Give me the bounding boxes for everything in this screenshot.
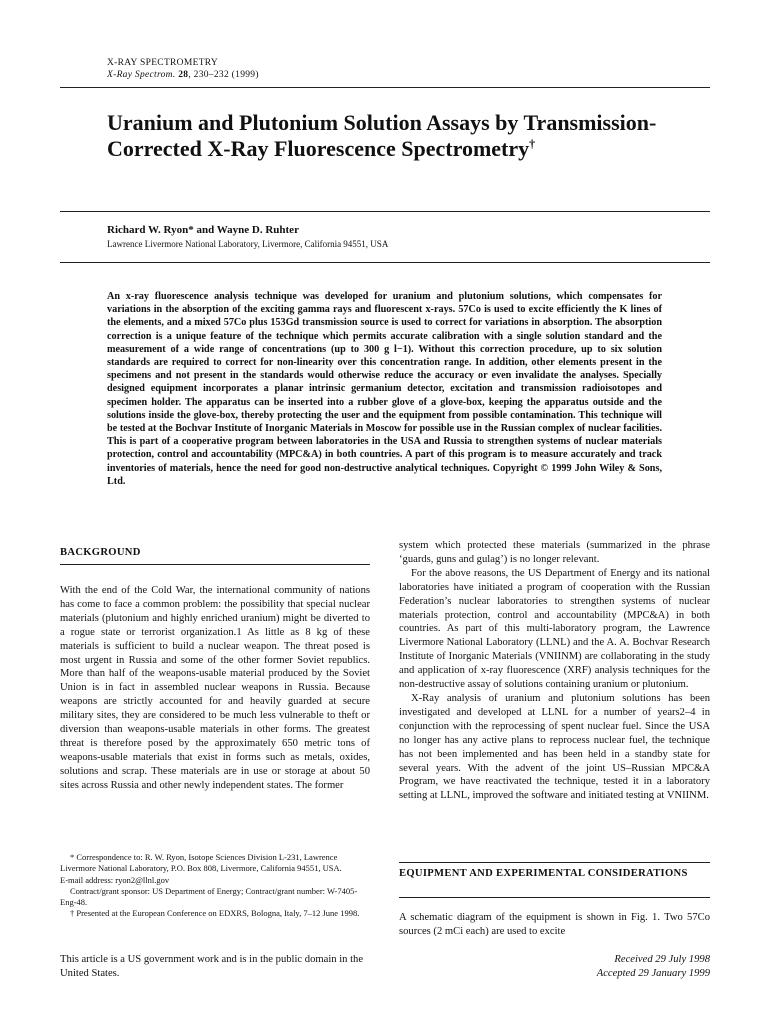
equipment-rule-top [399,862,710,863]
section-heading-equipment: EQUIPMENT AND EXPERIMENTAL CONSIDERATIONS [399,868,688,879]
public-domain-notice: This article is a US government work and is in the public domain in the United States. [60,954,364,979]
background-paragraph-continued: system which protected these materials (summarized in the phrase ‘guards, guns and gulag’) is no longer relevant. [399,540,710,565]
background-paragraph-1: With the end of the Cold War, the international community of nations has come to face a common problem: the possibility that special nuclear materials (plutonium and highly enriched uranium) might be diverted to a rogue state or terrorist organization.1 As little as 8 kg of these materials is sufficient to build a nuclear weapon. The threat posed is most urgent in Russia and some of the other former Soviet republics. More than half of the weapons-usable material produced by the Soviet Union is in fact in assembled nuclear weapons in Russia. Because weapons are strictly accounted for and heavily guarded at secure military sites, they are considered to be much less vulnerable to theft or diversion than weapons-usable materials in other forms. The greatest threat is therefore posed by the approximately 650 metric tons of weapons-usable materials that exist in forms such as metals, oxides, solutions and scrap. These materials are in use or storage at about 50 sites across Russia and other newly independent states. The former [60,585,370,791]
equipment-paragraph-1: A schematic diagram of the equipment is shown in Fig. 1. Two 57Co sources (2 mCi each) are used to excite [399,912,710,937]
journal-citation: X-Ray Spectrom. 28, 230–232 (1999) [107,70,259,80]
journal-header [107,57,259,81]
equipment-rule-bottom [399,897,710,898]
footnote-contract: Contract/grant sponsor: US Department of Energy; Contract/grant number: W-7405-Eng-48. [60,885,358,908]
footnotes [60,852,370,920]
authors-rule [60,262,710,263]
equipment-text [399,911,710,939]
abstract: An x-ray fluorescence analysis technique was developed for uranium and plutonium solutions, which compensates for variations in the absorption of the exciting gamma rays and fluorescent x-rays. 57Co is used to excite efficiently the K lines of the elements, and a mixed 57Co plus 153Gd transmission source is used to correct for variations in absorption. The absorption correction is a unique feature of the technique which permits accurate calibration with a single solution standard and the measurement of a wide range of concentrations (up to 300 g l−1). Without this correction procedure, up to six solution standards are required to correct for non-linearity over this concentration range. In addition, other elements present in the specimens and not present in the standards would otherwise reduce the accuracy or even invalidate the analyses. Specially designed equipment incorporates a planar intrinsic germanium detector, excitation and transmission radioisotopes and specimen holder. The apparatus can be inserted into a rubber glove of a glove-box, keeping the apparatus outside and the solutions inside the glove-box, thereby protecting the user and the equipment from possible contamination. This technique will be tested at the Bochvar Institute of Inorganic Materials in Moscow for possible use in the Russian complex of nuclear facilities. This is part of a cooperative program between laboratories in the USA and Russia to strengthen systems of nuclear materials protection, control and accountability (MPC&A) in both countries. A part of this program is to measure accurately and track inventories of materials, hence the need for good non-destructive analytical techniques. Copyright © 1999 John Wiley & Sons, Ltd. [107,291,662,487]
journal-citation-rest: 28, 230–232 (1999) [178,70,259,80]
title-dagger: † [529,136,536,151]
background-rule [60,564,370,565]
background-paragraph-3: X-Ray analysis of uranium and plutonium solutions has been investigated and developed at LLNL for a number of years2–4 in conjunction with the reprocessing of spent nuclear fuel. Since the USA no longer has any active plans to reprocess nuclear fuel, the technique has not been implemented and has been held in a standby state for several years. With the advent of the joint US–Russian MPC&A Program, we have reactivated the technique, tested it in a laboratory setting at LLNL, improved the software and initiated testing at VNIINM. [399,692,710,802]
header-rule [60,87,710,88]
title-rule [60,211,710,212]
accepted-date: Accepted 29 January 1999 [596,968,710,979]
journal-name: X-RAY SPECTROMETRY [107,58,219,68]
right-column [399,539,710,803]
dates [597,953,710,981]
article-title: Uranium and Plutonium Solution Assays by Transmission-Corrected X-Ray Fluorescence Spectrometry† [107,110,657,161]
section-heading-background: BACKGROUND [60,547,141,558]
footnote-email: E-mail address: ryon2@llnl.gov [60,874,170,885]
footnote-presented: † Presented at the European Conference on EDXRS, Bologna, Italy, 7–12 June 1998. [70,908,360,919]
received-date: Received 29 July 1998 [614,954,710,965]
background-paragraph-2: For the above reasons, the US Department of Energy and its national laboratories have initiated a program of cooperation with the Russian Federation’s nuclear laboratories to strengthen systems of nuclear materials protection, control and accountability (MPC&A) in both countries. As part of this multi-laboratory program, the Lawrence Livermore National Laboratory (LLNL) and the A. A. Bochvar Research Institute of Inorganic Materials (VNIINM) are collaborating in the study and application of x-ray fluorescence (XRF) analysis techniques for the non-destructive assay of solutions containing uranium or plutonium. [399,567,710,691]
affiliation: Lawrence Livermore National Laboratory, Livermore, California 94551, USA [107,239,389,249]
left-column [60,584,370,793]
footnote-correspondence: * Correspondence to: R. W. Ryon, Isotope Sciences Division L-231, Lawrence Livermore National Laboratory, P.O. Box 808, Livermore, California 94551, USA. [60,852,342,874]
authors: Richard W. Ryon* and Wayne D. Ruhter [107,224,299,236]
